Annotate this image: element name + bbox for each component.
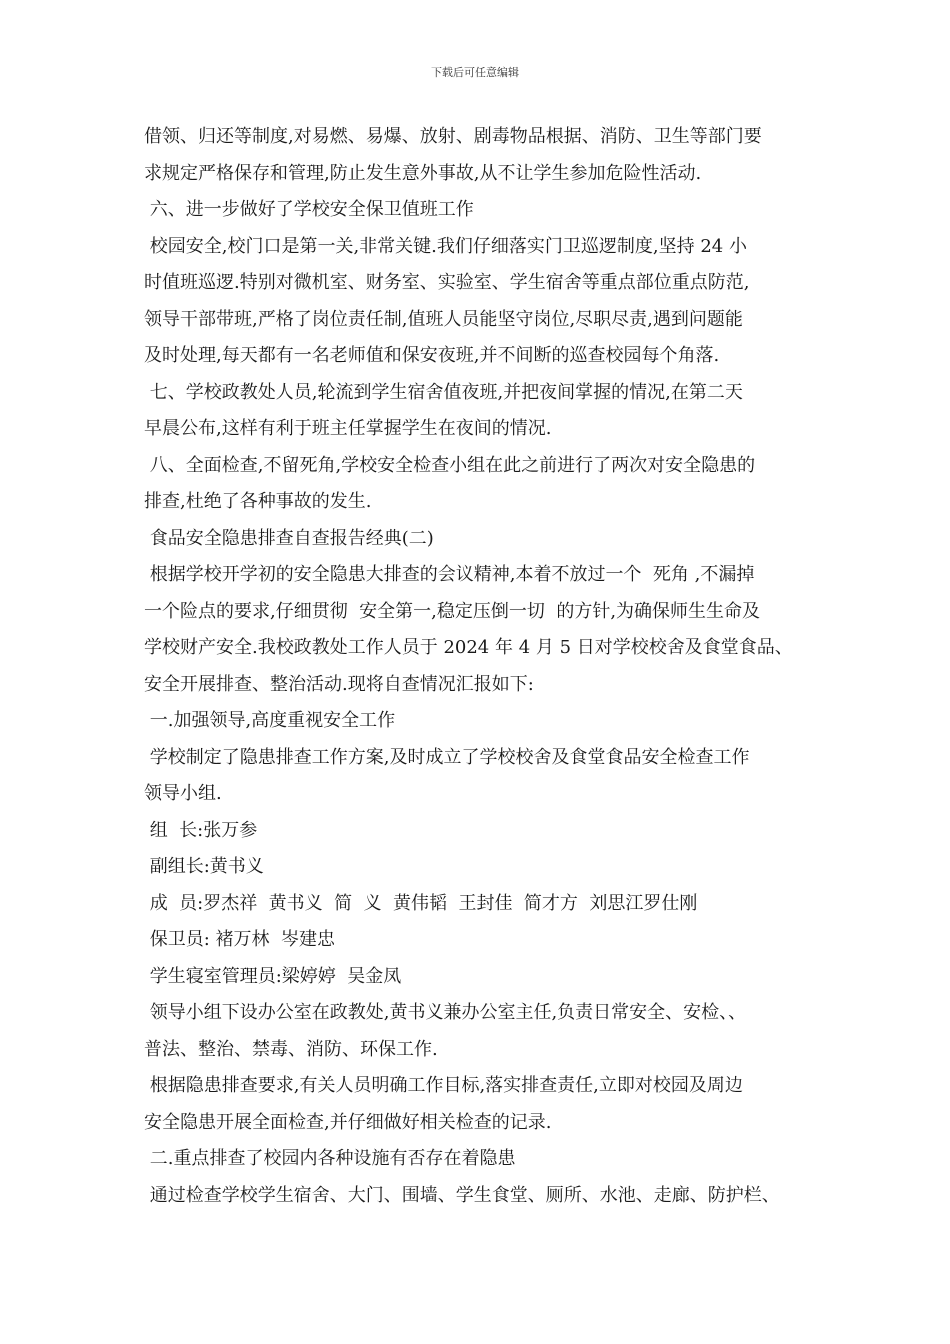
text-line: 普法、整治、禁毒、消防、环保工作. — [144, 1038, 438, 1060]
text-line: 根据隐患排查要求,有关人员明确工作目标,落实排查责任,立即对校园及周边 — [144, 1075, 743, 1096]
section-heading: 二.重点排查了校园内各种设施有否存在着隐患 — [144, 1148, 516, 1169]
text-line: 排查,杜绝了各种事故的发生. — [144, 491, 372, 512]
member-line: 保卫员: 褚万林 岑建忠 — [144, 929, 335, 950]
report-title: 食品安全隐患排查自查报告经典(二) — [144, 527, 434, 549]
text-line: 及时处理,每天都有一名老师值和保安夜班,并不间断的巡查校园每个角落. — [144, 345, 720, 366]
text-line: 学校财产安全.我校政教处工作人员于 2024 年 4 月 5 日对学校校舍及食堂食品、 — [144, 637, 793, 658]
text-line: 七、学校政教处人员,轮流到学生宿舍值夜班,并把夜间掌握的情况,在第二天 — [144, 381, 743, 403]
text-line: 时值班巡逻.特别对微机室、财务室、实验室、学生宿舍等重点部位重点防范, — [144, 272, 750, 293]
text-line: 八、全面检查,不留死角,学校安全检查小组在此之前进行了两次对安全隐患的 — [144, 454, 756, 476]
text-line: 一个险点的要求,仔细贯彻 安全第一,稳定压倒一切 的方针,为确保师生生命及 — [144, 600, 761, 622]
text-line: 安全开展排查、整治活动.现将自查情况汇报如下: — [144, 673, 534, 695]
text-line: 领导小组. — [144, 783, 222, 804]
text-line: 根据学校开学初的安全隐患大排查的会议精神,本着不放过一个 死角 ,不漏掉 — [144, 564, 755, 585]
page-header: 下载后可任意编辑 — [431, 66, 519, 79]
text-line: 学校制定了隐患排查工作方案,及时成立了学校校舍及食堂食品安全检查工作 — [144, 746, 750, 768]
member-line: 成 员:罗杰祥 黄书义 简 义 黄伟韬 王封佳 简才方 刘思江罗仕刚 — [144, 892, 698, 914]
text-line: 早晨公布,这样有利于班主任掌握学生在夜间的情况. — [144, 418, 552, 439]
text-line: 领导小组下设办公室在政教处,黄书义兼办公室主任,负责日常安全、安检、、 — [144, 1002, 747, 1023]
text-line: 借领、归还等制度,对易燃、易爆、放射、剧毒物品根据、消防、卫生等部门要 — [144, 126, 762, 147]
member-line: 学生寝室管理员:梁婷婷 吴金凤 — [144, 965, 402, 987]
text-line: 安全隐患开展全面检查,并仔细做好相关检查的记录. — [144, 1111, 552, 1133]
section-heading: 一.加强领导,高度重视安全工作 — [144, 710, 396, 731]
text-line: 校园安全,校门口是第一关,非常关键.我们仔细落实门卫巡逻制度,坚持 24 小 — [144, 235, 747, 257]
text-line: 求规定严格保存和管理,防止发生意外事故,从不让学生参加危险性活动. — [144, 162, 702, 184]
member-line: 组 长:张万参 — [144, 819, 258, 841]
section-heading: 六、进一步做好了学校安全保卫值班工作 — [144, 199, 474, 220]
document-body — [144, 119, 824, 1214]
member-line: 副组长:黄书义 — [144, 856, 264, 877]
text-line: 通过检查学校学生宿舍、大门、围墙、学生食堂、厕所、水池、走廊、防护栏、 — [144, 1184, 780, 1206]
text-line: 领导干部带班,严格了岗位责任制,值班人员能坚守岗位,尽职尽责,遇到问题能 — [144, 308, 743, 330]
